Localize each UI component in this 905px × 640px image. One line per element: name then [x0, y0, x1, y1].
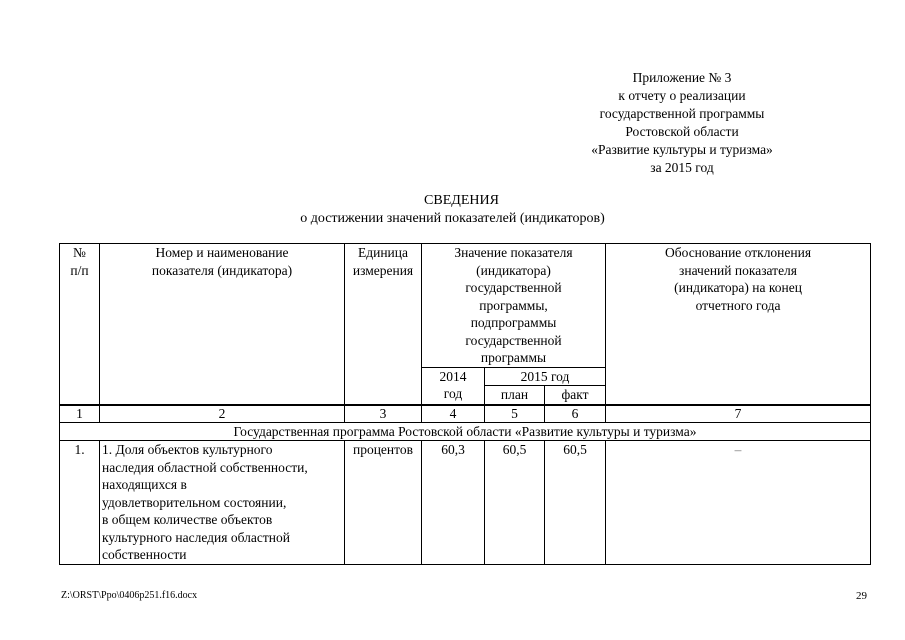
header-year-2015: 2015 год — [485, 367, 606, 386]
column-number: 3 — [345, 405, 422, 423]
row-number: 1. — [60, 441, 100, 565]
column-numbers-row — [60, 405, 871, 423]
document-subtitle: о достижении значений показателей (индикаторов) — [300, 211, 605, 226]
section-row — [60, 422, 871, 441]
column-number: 6 — [545, 405, 606, 423]
appendix-line: Ростовской области — [625, 124, 739, 139]
table-row — [60, 441, 871, 565]
header-reason: Обоснование отклонения значений показателя (индикатора) на конец отчетного года — [606, 244, 871, 405]
header-unit: Единица измерения — [345, 244, 422, 405]
footer-file-path: Z:\ORST\Ppo\0406p251.f16.docx — [61, 590, 198, 601]
column-number: 7 — [606, 405, 871, 423]
header-name: Номер и наименование показателя (индикатора) — [100, 244, 345, 405]
row-plan: 60,5 — [485, 441, 545, 565]
row-unit: процентов — [345, 441, 422, 565]
row-indicator-name: 1. Доля объектов культурного наследия областной собственности, находящихся в удовлетворительном состоянии, в общем количестве объектов культурного наследия областной собственности — [100, 441, 345, 565]
column-number: 5 — [485, 405, 545, 423]
column-number: 4 — [422, 405, 485, 423]
appendix-line: к отчету о реализации — [618, 88, 746, 103]
row-reason: – — [606, 441, 871, 565]
header-value: Значение показателя (индикатора) государственной программы, подпрограммы государственной программы — [422, 244, 606, 368]
header-year-2014: 2014 год — [422, 367, 485, 405]
document-title: СВЕДЕНИЯ — [424, 193, 499, 208]
appendix-line: государственной программы — [599, 106, 765, 121]
appendix-line: «Развитие культуры и туризма» — [591, 142, 773, 157]
appendix-line: Приложение № 3 — [632, 70, 732, 85]
row-value-2014: 60,3 — [422, 441, 485, 565]
column-number: 1 — [60, 405, 100, 423]
header-plan: план — [485, 386, 545, 405]
indicators-table — [59, 243, 871, 565]
appendix-line: за 2015 год — [650, 160, 714, 175]
header-number: № п/п — [60, 244, 100, 405]
footer-page-number: 29 — [856, 590, 867, 602]
document-heading — [0, 192, 905, 228]
section-title: Государственная программа Ростовской области «Развитие культуры и туризма» — [60, 422, 871, 441]
header-row — [60, 244, 871, 368]
row-fact: 60,5 — [545, 441, 606, 565]
header-fact: факт — [545, 386, 606, 405]
appendix-block — [532, 69, 832, 177]
column-number: 2 — [100, 405, 345, 423]
